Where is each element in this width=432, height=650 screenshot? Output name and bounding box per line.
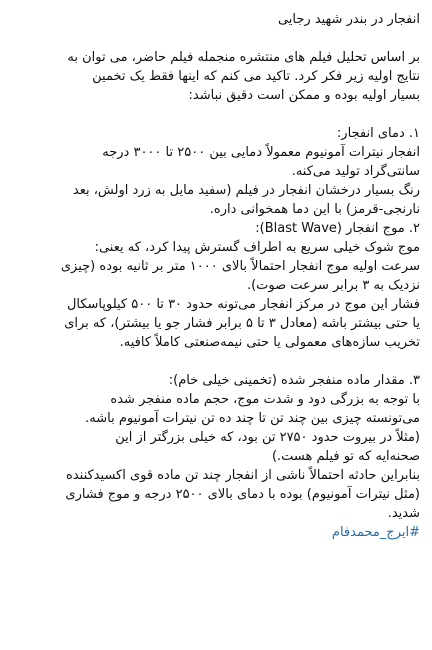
section-line: بنابراین حادثه احتمالاً ناشی از انفجار چند تن ماده قوی اکسیدکننده (66, 468, 420, 483)
section-line: ۱. دمای انفجار: (336, 126, 420, 141)
intro-line: بر اساس تحلیل فیلم های منتشره منجمله فیلم حاضر، می توان به (67, 50, 420, 65)
section-line: صحنه‌ایه که تو فیلم هست.) (271, 449, 420, 464)
post-title: انفجار در بندر شهید رجایی (277, 12, 420, 27)
spacer (12, 29, 420, 48)
intro-line: نتایج اولیه زیر فکر کرد. تاکید می کنم که اینها فقط یک تخمین (92, 69, 420, 84)
section-line: یا حتی بیشتر باشه (معادل ۳ تا ۵ برابر فشار جو یا بیشتر)، که برای (64, 316, 420, 331)
section-line: تخریب سازه‌های معمولی یا حتی نیمه‌صنعتی کاملاً کافیه. (119, 335, 420, 350)
section-line: ۲. موج انفجار (Blast Wave): (255, 221, 420, 236)
section-line: سانتی‌گراد تولید می‌کنه. (291, 164, 420, 179)
section-line: شدید. (387, 506, 420, 521)
section-line: نزدیک به ۳ برابر سرعت صوت). (246, 278, 420, 293)
spacer (12, 105, 420, 124)
section-line: سرعت اولیه موج انفجار احتمالاً بالای ۱۰۰۰ متر بر ثانیه بوده (چیزی (60, 259, 420, 274)
section-line: ۳. مقدار ماده منفجر شده (تخمینی خیلی خام): (168, 373, 420, 388)
section-line: با توجه به بزرگی دود و شدت موج، حجم ماده منفجر شده (110, 392, 420, 407)
section-line: می‌تونسته چیزی بین چند تن تا چند ده تن نیترات آمونیوم باشه. (85, 411, 420, 426)
section-line: (مثلاً در بیروت حدود ۲۷۵۰ تن بود، که خیلی بزرگتر از این (115, 430, 420, 445)
section-line: رنگ بسیار درخشان انفجار در فیلم (سفید مایل به زرد اولش، بعد (72, 183, 420, 198)
section-line: انفجار نیترات آمونیوم معمولاً دمایی بین ۲۵۰۰ تا ۳۰۰۰ درجه (102, 145, 420, 160)
section-line: موج شوک خیلی سریع به اطراف گسترش پیدا کرد، که یعنی: (94, 240, 420, 255)
section-line: فشار این موج در مرکز انفجار می‌تونه حدود ۳۰ تا ۵۰۰ کیلوپاسکال (66, 297, 420, 312)
section-line: (مثل نیترات آمونیوم) بوده با دمای بالای ۲۵۰۰ درجه و موج فشاری (65, 487, 420, 502)
spacer (12, 352, 420, 371)
author-hashtag-link[interactable]: #ایرج_محمدفام (331, 525, 420, 540)
intro-line: بسیار اولیه بوده و ممکن است دقیق نباشد: (188, 88, 420, 103)
section-line: نارنجی-قرمز) با این دما همخوانی داره. (209, 202, 420, 217)
